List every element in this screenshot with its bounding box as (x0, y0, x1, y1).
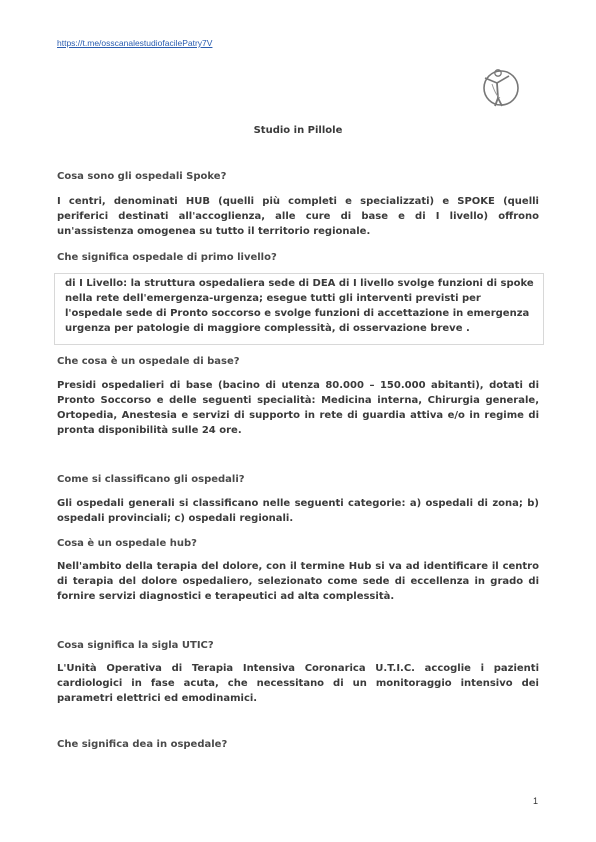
document-title: Studio in Pillole (253, 125, 343, 136)
question-6: Cosa significa la sigla UTIC? (57, 640, 214, 651)
human-figure-logo-icon (478, 64, 520, 110)
question-5: Cosa è un ospedale hub? (57, 538, 197, 549)
question-2: Che significa ospedale di primo livello? (57, 252, 277, 263)
page-number: 1 (533, 796, 539, 806)
answer-4: Gli ospedali generali si classificano nelle seguenti categorie: a) ospedali di zona; b) ospedali provinciali; c) ospedali regionali. (57, 498, 539, 524)
telegram-link[interactable]: https://t.me/osscanalestudiofacilePatry7V (57, 38, 213, 48)
answer-3: Presidi ospedalieri di base (bacino di utenza 80.000 – 150.000 abitanti), dotati di Pronto Soccorso e delle seguenti specialità: Medicina interna, Chirurgia generale, Ortopedia, Anestesia e servizi di supporto in rete di guardia attiva e/o in regime di pronta disponibilità sulle 24 ore. (57, 380, 539, 436)
question-3: Che cosa è un ospedale di base? (57, 356, 240, 367)
answer-2: di I Livello: la struttura ospedaliera sede di DEA di I livello svolge funzioni di spoke nella rete dell'emergenza-urgenza; esegue tutti gli interventi previsti per l'ospedale sede di Pronto soccorso e svolge funzioni di accettazione in emergenza urgenza per patologie di maggiore complessità, di osservazione breve . (65, 278, 534, 334)
question-7: Che significa dea in ospedale? (57, 739, 228, 750)
answer-6: L'Unità Operativa di Terapia Intensiva Coronarica U.T.I.C. accoglie i pazienti cardiologici in fase acuta, che necessitano di un monitoraggio intensivo dei parametri elettrici ed emodinamici. (57, 663, 539, 704)
answer-2-box (54, 273, 544, 345)
answer-1: I centri, denominati HUB (quelli più completi e specializzati) e SPOKE (quelli periferici destinati all'accoglienza, alle cure di base e di I livello) offrono un'assistenza omogenea su tutto il territorio regionale. (57, 196, 539, 237)
answer-5: Nell'ambito della terapia del dolore, con il termine Hub si va ad identificare il centro di terapia del dolore ospedaliero, selezionato come sede di eccellenza in grado di fornire servizi diagnostici e terapeutici ad alta complessità. (57, 561, 539, 602)
question-1: Cosa sono gli ospedali Spoke? (57, 171, 227, 182)
question-4: Come si classificano gli ospedali? (57, 474, 245, 485)
